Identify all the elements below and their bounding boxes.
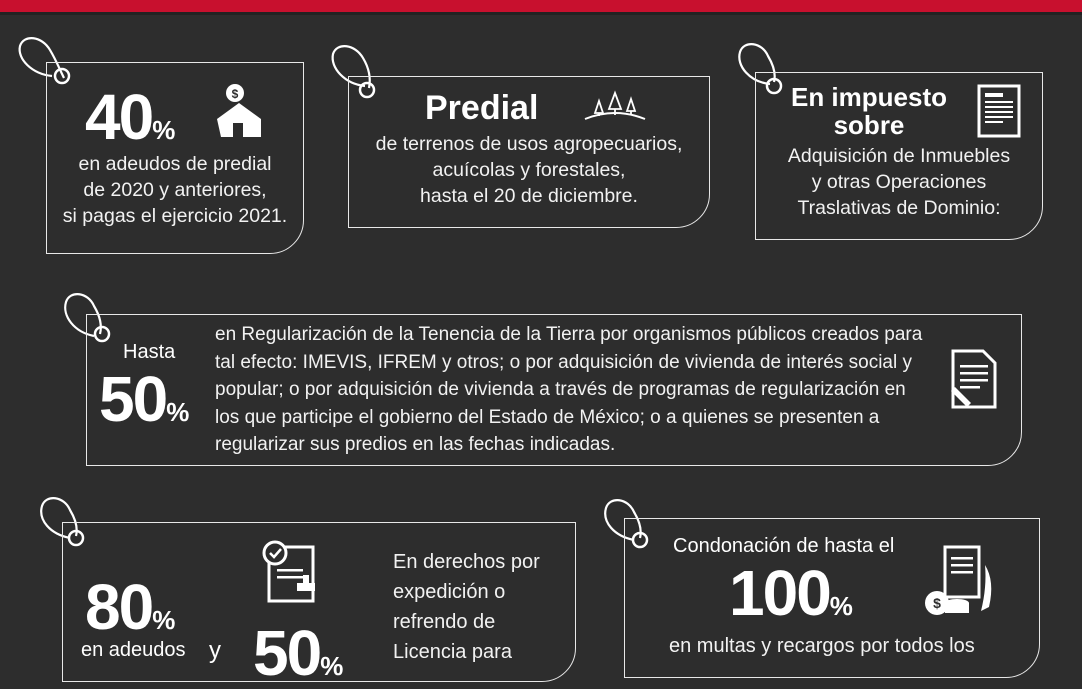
svg-text:$: $ <box>231 87 239 101</box>
card2-line-2: acuícolas y forestales, <box>432 159 626 181</box>
card3-title-1: En impuesto <box>790 82 947 112</box>
discount-number: 80 <box>85 571 153 643</box>
license-stamp-icon <box>261 539 323 605</box>
card5-line-4: Licencia para <box>393 641 512 663</box>
house-money-icon <box>213 81 267 141</box>
card5-line-3: refrendo de <box>393 611 496 633</box>
money-document-icon <box>923 541 1013 621</box>
licencia-card <box>62 522 576 689</box>
card1-line-3: si pagas el ejercicio 2021. <box>62 205 288 227</box>
adquisicion-card <box>755 72 1043 240</box>
discount-number: 50 <box>253 617 321 689</box>
card3-line-3: Traslativas de Dominio: <box>797 197 1001 219</box>
hasta-label: Hasta <box>123 341 176 363</box>
card3-line-1: Adquisición de Inmuebles <box>787 145 1011 167</box>
discount-number: 50 <box>99 363 167 435</box>
conjunction: y <box>209 637 221 664</box>
en-adeudos-label: en adeudos <box>81 639 186 661</box>
card5-line-1: En derechos por <box>393 551 540 573</box>
condonacion-text: en multas y recargos por todos los <box>669 635 975 657</box>
card4-line-4: los que participe el gobierno del Estado de México; o a quienes se presenten a <box>215 406 880 428</box>
percent-sign: % <box>166 397 190 427</box>
percent-sign: % <box>320 651 344 681</box>
card2-line-3: hasta el 20 de diciembre. <box>420 185 638 207</box>
card3-title-2: sobre <box>833 110 905 140</box>
document-icon <box>976 83 1024 139</box>
predial-card <box>348 76 710 228</box>
card2-line-1: de terrenos de usos agropecuarios, <box>375 133 683 155</box>
card5-line-2: expedición o <box>393 581 506 603</box>
svg-text:$: $ <box>933 595 941 611</box>
card3-line-2: y otras Operaciones <box>811 171 987 193</box>
discount-number: 100 <box>729 557 830 629</box>
regularizacion-card <box>86 314 1022 466</box>
percent-sign: % <box>829 591 853 621</box>
pencil-document-icon <box>949 347 999 411</box>
predial-title: Predial <box>425 89 539 127</box>
percent-sign: % <box>152 605 176 635</box>
discount-number: 40 <box>85 81 153 153</box>
card4-line-1: en Regularización de la Tenencia de la Tierra por organismos públicos creados para <box>215 324 923 345</box>
percent-sign: % <box>152 115 176 145</box>
discount-card-40 <box>46 62 304 254</box>
condonacion-heading: Condonación de hasta el <box>673 535 895 557</box>
card1-line-1: en adeudos de predial <box>78 153 272 175</box>
trees-icon <box>583 87 647 123</box>
card4-line-2: tal efecto: IMEVIS, IFREM y otros; o por adquisición de vivienda de interés social y <box>215 351 912 373</box>
card4-line-3: popular; o por adquisición de vivienda a través de programas de regularización en <box>215 379 906 400</box>
card1-line-2: de 2020 y anteriores, <box>83 179 267 201</box>
condonacion-card <box>624 518 1040 678</box>
top-red-banner <box>0 0 1082 12</box>
card4-line-5: regularizar sus predios en las fechas indicadas. <box>215 434 616 455</box>
